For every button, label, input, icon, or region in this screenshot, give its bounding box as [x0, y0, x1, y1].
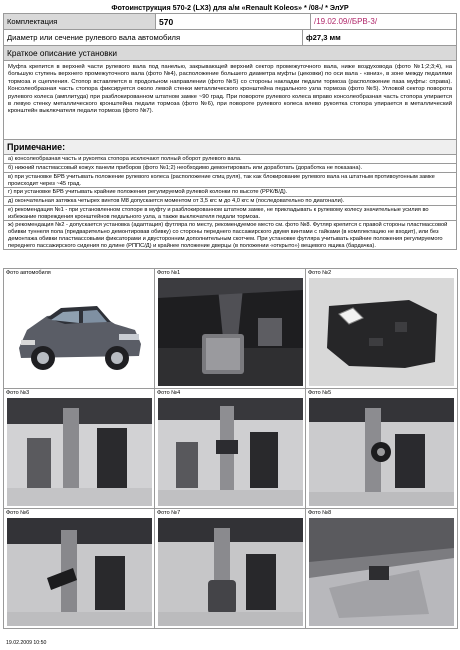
note-item: г) при установке БРВ учитывать крайние положения регулируемой рулевой колонки по высоте (РРК/В/Д).: [3, 188, 457, 197]
kit-code: 570: [156, 14, 311, 29]
photo-caption: Фото автомобиля: [6, 270, 51, 276]
note-item: а) консолеобразная часть и рукоятка стопора исключают полный оборот рулевого вала.: [3, 155, 457, 164]
notes-heading: Примечание:: [3, 140, 457, 155]
kit-tag: /БРВ-3/: [349, 17, 378, 26]
shaft-row: [3, 30, 457, 46]
pedals-image: [158, 278, 303, 386]
photo-6: [4, 509, 155, 629]
shaft-value: ф27,3 мм: [306, 33, 341, 42]
lock-image: [7, 518, 152, 626]
photo-8: [306, 509, 458, 629]
kit-label: Комплектация: [4, 14, 156, 29]
photo-3: [4, 389, 155, 509]
photo-caption: Фото №1: [157, 270, 181, 276]
floor-image: [309, 518, 454, 626]
lock-image: [309, 398, 454, 506]
photo-caption: Фото №6: [6, 510, 30, 516]
note-item: в) при установке БРВ учитывать положение рулевого колеса (расположение спиц руля), так как блокирование рулевого вала на штатным противоугонным замке происходит через ~45 град.: [3, 173, 457, 188]
photo-car: [4, 269, 155, 389]
lock-image: [158, 518, 303, 626]
panel-image: [309, 278, 454, 386]
note-item: б) нижний пластмассовый кожух панели приборов (фото №1;2) необходимо демонтировать или доработать (доработка не показана).: [3, 164, 457, 173]
shaft-image: [158, 398, 303, 506]
photo-caption: Фото №7: [157, 510, 181, 516]
note-item: д) окончательная затяжка четырех винтов М8 допускается моментом от 3,5 кгс м до 4,0 кгс м (последовательно по диагонали).: [3, 197, 457, 206]
shaft-image: [7, 398, 152, 506]
kit-date: /19.02.09/: [314, 17, 350, 26]
photo-caption: Фото №3: [6, 390, 30, 396]
photo-caption: Фото №2: [308, 270, 332, 276]
photo-2: [306, 269, 458, 389]
kit-row: [3, 13, 457, 30]
footer-timestamp: 19.02.2009 10:50: [6, 640, 47, 646]
photo-grid: [3, 268, 457, 629]
shaft-label: Диаметр или сечение рулевого вала автомобиля: [4, 30, 303, 45]
brief-description-heading: Краткое описание установки: [3, 46, 457, 61]
photo-caption: Фото №4: [157, 390, 181, 396]
photo-4: [155, 389, 306, 509]
installation-description: Муфта крепится в верхней части рулевого вала под панелью, закрывающей верхний сектор промежуточного вала, ниже воздуховода (фото №1;2;3;4), на большую ступень верхнего промежуточного вала (фото №4), расположение большего диаметра муфты (цековки) по оси вала - «вниз», в зоне между педалями тормоза и сцепления. Стопор вставляется в продольном направлении (фото №5) со стороны накладки педали тормоза (расположение паза муфты: справа). Консолеобразная часть стопора фиксируется около левой стенки металлического кронштейна педального узла тормоза (фото №5). Угловой сектор поворота рулевого колеса (амплитуда) при разблокированном штатном замке ~90 град. При повороте рулевого колеса вправо консолеобразная часть стопора упирается в левую стенку металлического кронштейна педали тормоза (фото №6), при повороте рулевого колеса влево рукоятка стопора упирается в металлический кронштейн выключателя педали тормоза (фото №7).: [3, 61, 457, 140]
document-title: Фотоинструкция 570-2 (LX3) для а/м «Renault Koleos» * /08-/ * ЭлУР: [111, 3, 349, 12]
photo-7: [155, 509, 306, 629]
document: [3, 2, 457, 250]
note-item: ж) рекомендация №2 - допускается установка (адаптация) футляра по месту, рекомендуемое место см. фото №8. Футляр крепится с правой стороны пластмассовой обивки туннеля пола (предварительно демонтировав обивку) со стороны переднего пассажирского двумя винтами с гайками (в комплектацию не входит), или без демонтажа обивки пластмассовыми фиксаторами и двусторонним дополнительным скотчем. При установке футляра учитывать крайние положения регулируемого переднего пассажирского сидения по длине (РППС/Д) и крайнее положение дверцы (в положении «открыто») вещевого ящика (бардачка).: [3, 221, 457, 250]
photo-caption: Фото №5: [308, 390, 332, 396]
photo-5: [306, 389, 458, 509]
photo-1: [155, 269, 306, 389]
note-item: е) рекомендация №1 - при установленном стопоре в муфту и разблокированном штатном замке, не прикладывать к рулевому колесу значительные усилия во избежание повреждения кронштейнов педального узла, а также выключателя педали тормоза.: [3, 206, 457, 221]
car-image: [7, 278, 152, 386]
photo-caption: Фото №8: [308, 510, 332, 516]
kit-date-cell: [311, 14, 456, 29]
